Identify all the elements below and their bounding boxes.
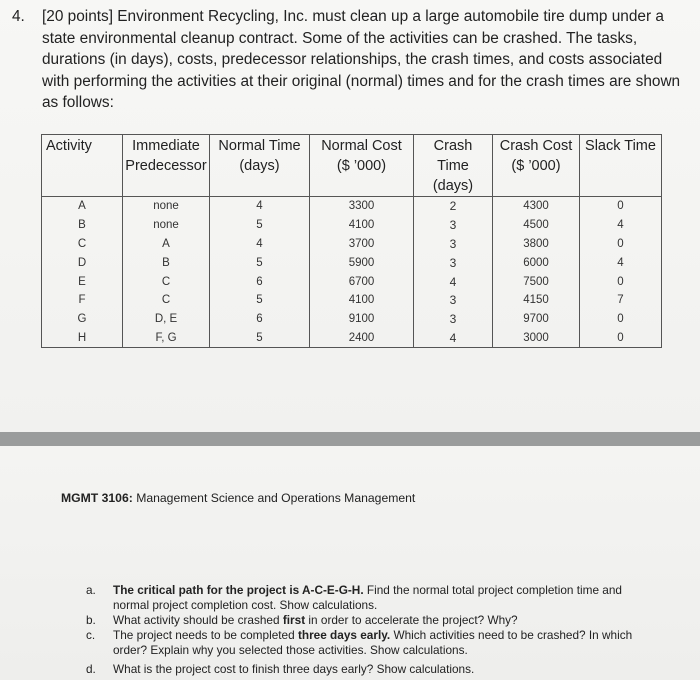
- table-row: [42, 235, 662, 254]
- header-slack-time: Slack Time: [580, 135, 662, 197]
- subquestion-a-letter: a.: [86, 583, 96, 597]
- cell-crash-cost: 3800: [493, 235, 580, 254]
- subquestion-a-text: Find the normal total project completion time and normal project completion cost. Show calculations.: [113, 583, 622, 612]
- subquestion-b-text-post: in order to accelerate the project? Why?: [308, 613, 518, 627]
- header-activity: Activity: [42, 135, 123, 197]
- cell-activity: C: [42, 235, 123, 254]
- header-crash-cost: Crash Cost ($ ’000): [493, 135, 580, 197]
- cell-normal-cost: 6700: [310, 272, 414, 291]
- subquestion-c-bold: three days early.: [297, 628, 391, 642]
- cell-normal-cost: 4100: [310, 216, 414, 235]
- cell-slack-time: 4: [580, 253, 662, 272]
- table-row: [42, 272, 662, 291]
- cell-crash-cost: 4300: [493, 197, 580, 216]
- subquestion-b-bold: first: [282, 613, 306, 627]
- table-header-row: [42, 135, 662, 197]
- cell-normal-cost: 3700: [310, 235, 414, 254]
- subquestion-c-text-pre: The project needs to be completed: [113, 628, 295, 642]
- cell-crash-cost: 7500: [493, 272, 580, 291]
- question-text: [20 points] Environment Recycling, Inc. must clean up a large automobile tire dump under a state environmental cleanup contract. Some of the activities can be crashed. The tasks, durations (in days), costs, predecessor relationships, the crash times, and costs associated with performing the activities at their original (normal) times and for the crash times are shown as follows:: [42, 8, 681, 111]
- cell-slack-time: 0: [580, 310, 662, 329]
- cell-activity: D: [42, 253, 123, 272]
- cell-predecessor: A: [123, 235, 210, 254]
- table-row: [42, 197, 662, 216]
- subquestion-d: [86, 662, 646, 677]
- cell-crash-time: 4: [414, 272, 493, 291]
- subquestion-b: [86, 613, 646, 628]
- cell-normal-cost: 9100: [310, 310, 414, 329]
- header-normal-cost: Normal Cost ($ ’000): [310, 135, 414, 197]
- cell-activity: E: [42, 272, 123, 291]
- cell-normal-cost: 4100: [310, 291, 414, 310]
- cell-activity: B: [42, 216, 123, 235]
- cell-normal-time: 5: [210, 329, 310, 348]
- cell-crash-cost: 6000: [493, 253, 580, 272]
- subquestion-c: [86, 628, 646, 657]
- cell-normal-time: 6: [210, 272, 310, 291]
- cell-crash-cost: 9700: [493, 310, 580, 329]
- table-row: [42, 291, 662, 310]
- subquestion-b-text-pre: What activity should be crashed: [113, 613, 280, 627]
- subquestion-b-letter: b.: [86, 613, 96, 627]
- question-4: [12, 6, 682, 114]
- cell-predecessor: C: [123, 291, 210, 310]
- cell-crash-cost: 4150: [493, 291, 580, 310]
- subquestion-a-bold: The critical path for the project is A-C-E-G-H.: [113, 583, 364, 597]
- course-name: Management Science and Operations Management: [136, 491, 416, 505]
- cell-crash-cost: 3000: [493, 329, 580, 348]
- cell-activity: H: [42, 329, 123, 348]
- course-title: [61, 491, 415, 505]
- subquestion-d-letter: d.: [86, 662, 96, 676]
- cell-crash-time: 4: [414, 329, 493, 348]
- cell-crash-time: 3: [414, 310, 493, 329]
- subquestion-a: [86, 583, 646, 612]
- cell-activity: F: [42, 291, 123, 310]
- header-normal-time: Normal Time (days): [210, 135, 310, 197]
- cell-slack-time: 0: [580, 197, 662, 216]
- cell-slack-time: 7: [580, 291, 662, 310]
- cell-predecessor: none: [123, 216, 210, 235]
- cell-predecessor: C: [123, 272, 210, 291]
- subquestion-d-text: What is the project cost to finish three days early? Show calculations.: [113, 662, 475, 676]
- cell-predecessor: D, E: [123, 310, 210, 329]
- cell-activity: G: [42, 310, 123, 329]
- subquestion-c-letter: c.: [86, 628, 96, 642]
- cell-normal-time: 5: [210, 291, 310, 310]
- cell-crash-time: 3: [414, 253, 493, 272]
- course-code: MGMT 3106:: [61, 491, 133, 505]
- table-row: [42, 253, 662, 272]
- cell-crash-cost: 4500: [493, 216, 580, 235]
- cell-crash-time: 3: [414, 291, 493, 310]
- page-divider: [0, 432, 700, 446]
- table-row: [42, 216, 662, 235]
- cell-normal-time: 4: [210, 235, 310, 254]
- cell-crash-time: 3: [414, 216, 493, 235]
- question-number: 4.: [12, 8, 25, 25]
- cell-normal-cost: 2400: [310, 329, 414, 348]
- subquestion-c-text-post: Which activities need to be crashed? In which order? Explain why you selected those activities. Show calculations.: [113, 628, 633, 657]
- cell-predecessor: none: [123, 197, 210, 216]
- cell-crash-time: 2: [414, 197, 493, 216]
- cell-predecessor: B: [123, 253, 210, 272]
- activity-table: [41, 134, 662, 348]
- cell-slack-time: 0: [580, 329, 662, 348]
- table-row: [42, 310, 662, 329]
- cell-normal-time: 4: [210, 197, 310, 216]
- cell-normal-cost: 3300: [310, 197, 414, 216]
- cell-slack-time: 0: [580, 272, 662, 291]
- cell-predecessor: F, G: [123, 329, 210, 348]
- cell-slack-time: 0: [580, 235, 662, 254]
- cell-normal-time: 5: [210, 253, 310, 272]
- header-crash-time: Crash Time (days): [414, 135, 493, 197]
- cell-slack-time: 4: [580, 216, 662, 235]
- cell-crash-time: 3: [414, 235, 493, 254]
- table-row: [42, 329, 662, 348]
- cell-normal-cost: 5900: [310, 253, 414, 272]
- cell-normal-time: 6: [210, 310, 310, 329]
- cell-activity: A: [42, 197, 123, 216]
- header-predecessor: Immediate Predecessor: [123, 135, 210, 197]
- cell-normal-time: 5: [210, 216, 310, 235]
